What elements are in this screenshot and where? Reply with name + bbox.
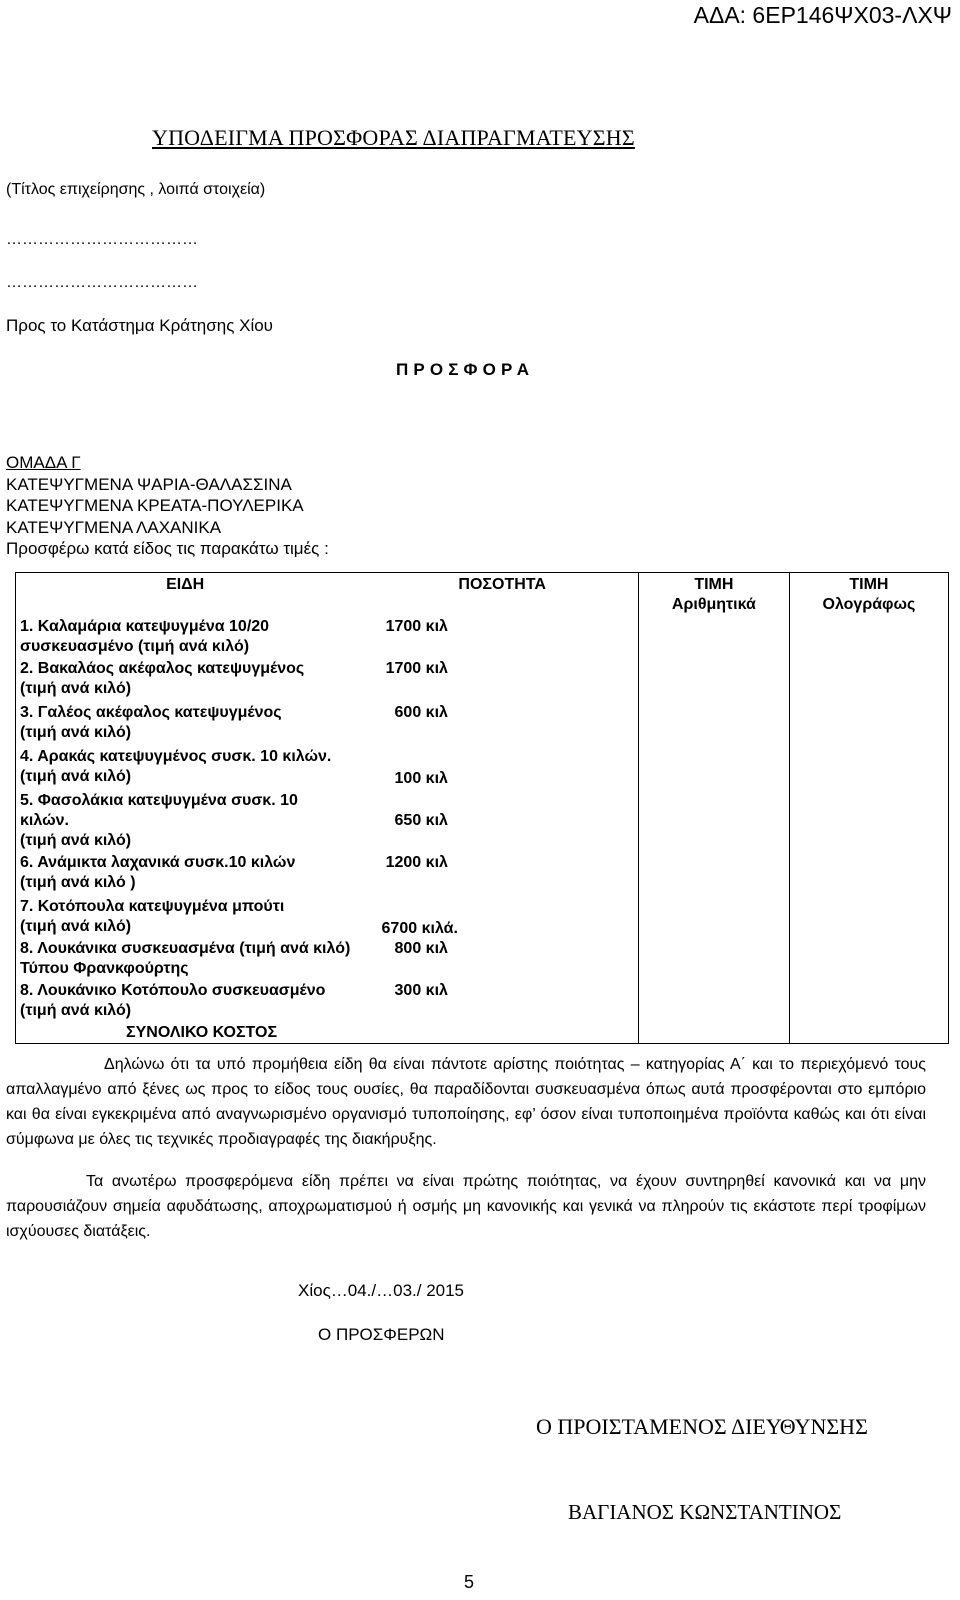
header-item: ΕΙΔΗ bbox=[16, 573, 355, 618]
offerer-label: Ο ΠΡΟΣΦΕΡΩΝ bbox=[318, 1325, 445, 1344]
dotted-line-2: ……………………………… bbox=[6, 274, 198, 291]
header-quantity: ΠΟΣΟΤΗΤΑ bbox=[354, 573, 638, 618]
item-cell: 8. Λουκάνικα συσκευασμένα (τιμή ανά κιλό) Τύπου Φρανκφούρτης bbox=[16, 939, 355, 981]
quantity-cell: 300 κιλ bbox=[394, 982, 448, 999]
group-line: ΚΑΤΕΨΥΓΜΕΝΑ ΨΑΡΙΑ-ΘΑΛΑΣΣΙΝΑ bbox=[6, 474, 292, 494]
header-price-numeric: ΤΙΜΗ Αριθμητικά bbox=[638, 573, 789, 618]
total-numeric-cell bbox=[638, 1023, 789, 1044]
price-words-cell bbox=[789, 791, 948, 853]
quantity-cell: 1700 κιλ bbox=[385, 618, 448, 635]
price-numeric-cell bbox=[638, 747, 789, 791]
price-numeric-cell bbox=[638, 703, 789, 747]
price-numeric-cell bbox=[638, 897, 789, 939]
table-row bbox=[16, 981, 949, 1023]
offer-heading: Π Ρ Ο Σ Φ Ο Ρ Α bbox=[396, 360, 530, 379]
director-name: ΒΑΓΙΑΝΟΣ ΚΩΝΣΤΑΝΤΙΝΟΣ bbox=[568, 1500, 842, 1524]
item-cell: 3. Γαλέος ακέφαλος κατεψυγμένος (τιμή ανά κιλό) bbox=[16, 703, 355, 747]
ada-code: ΑΔΑ: 6ΕΡ146ΨΧ03-ΛΧΨ bbox=[693, 2, 952, 28]
item-cell: 1. Καλαμάρια κατεψυγμένα 10/20 συσκευασμένο (τιμή ανά κιλό) bbox=[16, 617, 355, 659]
price-words-cell bbox=[789, 617, 948, 659]
table-row bbox=[16, 617, 949, 659]
total-label: ΣΥΝΟΛΙΚΟ ΚΟΣΤΟΣ bbox=[16, 1023, 639, 1044]
quantity-cell: 1700 κιλ bbox=[385, 660, 448, 677]
page-number: 5 bbox=[464, 1572, 475, 1592]
price-words-cell bbox=[789, 939, 948, 981]
group-line: ΚΑΤΕΨΥΓΜΕΝΑ ΛΑΧΑΝΙΚΑ bbox=[6, 517, 222, 537]
quantity-cell: 1200 κιλ bbox=[385, 854, 448, 871]
director-title: Ο ΠΡΟΙΣΤΑΜΕΝΟΣ ΔΙΕΥΘΥΝΣΗΣ bbox=[536, 1414, 868, 1439]
group-line: ΚΑΤΕΨΥΓΜΕΝΑ ΚΡΕΑΤΑ-ΠΟΥΛΕΡΙΚΑ bbox=[6, 496, 304, 515]
price-words-cell bbox=[789, 703, 948, 747]
table-header-row bbox=[16, 573, 949, 618]
offer-table bbox=[15, 572, 949, 1044]
price-numeric-cell bbox=[638, 939, 789, 981]
price-numeric-cell bbox=[638, 791, 789, 853]
table-row bbox=[16, 897, 949, 939]
price-words-cell bbox=[789, 981, 948, 1023]
declaration-paragraph-1: Δηλώνω ότι τα υπό προμήθεια είδη θα είναι πάντοτε αρίστης ποιότητας – κατηγορίας Α΄ και το περιεχόμενό τους απαλλαγμένο από ξένες ως προς το είδος τους ουσίες, θα παραδίδονται συσκευασμένα όπως αυτά προσφέρονται στο εμπόριο και θα είναι εγκεκριμένα από αναγνωρισμένο οργανισμό τυποποίησης, εφ’ όσον είναι τυποποιημένα προϊόντα καθώς και ότι είναι σύμφωνα με όλες τις τεχνικές προδιαγραφές της διακήρυξης. bbox=[6, 1056, 926, 1148]
group-block bbox=[6, 452, 329, 560]
quantity-cell: 800 κιλ bbox=[394, 940, 448, 957]
quantity-cell: 100 κιλ bbox=[394, 770, 448, 787]
document-title: ΥΠΟΔΕΙΓΜΑ ΠΡΟΣΦΟΡΑΣ ΔΙΑΠΡΑΓΜΑΤΕΥΣΗΣ bbox=[152, 125, 635, 150]
table-row bbox=[16, 939, 949, 981]
declaration-paragraph-2: Τα ανωτέρω προσφερόμενα είδη πρέπει να είναι πρώτης ποιότητας, να έχουν συντηρηθεί κανονικά και να μην παρουσιάζουν σημεία αφυδάτωσης, αποχρωματισμού ή οσμής μη κανονικής και γενικά να πληρούν τις εκάστοτε περί τροφίμων ισχύουσες διατάξεις. bbox=[6, 1173, 926, 1240]
price-numeric-cell bbox=[638, 659, 789, 703]
group-name: ΟΜΑΔΑ Γ bbox=[6, 453, 81, 472]
dotted-line-1: ……………………………… bbox=[6, 231, 198, 248]
total-row bbox=[16, 1023, 949, 1044]
price-words-cell bbox=[789, 897, 948, 939]
total-words-cell bbox=[789, 1023, 948, 1044]
table-row bbox=[16, 747, 949, 791]
quantity-cell: 650 κιλ bbox=[394, 812, 448, 829]
group-intro: Προσφέρω κατά είδος τις παρακάτω τιμές : bbox=[6, 539, 329, 558]
item-cell: 7. Κοτόπουλα κατεψυγμένα μπούτι (τιμή ανά κιλό) bbox=[16, 897, 355, 939]
item-cell: 4. Αρακάς κατεψυγμένος συσκ. 10 κιλών. (τιμή ανά κιλό) bbox=[16, 747, 355, 791]
table-row bbox=[16, 659, 949, 703]
price-words-cell bbox=[789, 853, 948, 897]
item-cell: 8. Λουκάνικο Κοτόπουλο συσκευασμένο (τιμή ανά κιλό) bbox=[16, 981, 355, 1023]
item-cell: 6. Ανάμικτα λαχανικά συσκ.10 κιλών (τιμή ανά κιλό ) bbox=[16, 853, 355, 897]
quantity-cell: 6700 κιλά. bbox=[381, 920, 458, 937]
table-row bbox=[16, 853, 949, 897]
table-row bbox=[16, 703, 949, 747]
quantity-cell: 600 κιλ bbox=[394, 704, 448, 721]
table-row bbox=[16, 791, 949, 853]
price-numeric-cell bbox=[638, 981, 789, 1023]
price-numeric-cell bbox=[638, 617, 789, 659]
recipient: Προς το Κατάστημα Κράτησης Χίου bbox=[6, 316, 273, 335]
place-date: Χίος…04./…03./ 2015 bbox=[298, 1281, 465, 1300]
item-cell: 2. Βακαλάος ακέφαλος κατεψυγμένος (τιμή ανά κιλό) bbox=[16, 659, 355, 703]
business-hint: (Τίτλος επιχείρησης , λοιπά στοιχεία) bbox=[6, 181, 266, 198]
price-words-cell bbox=[789, 747, 948, 791]
price-numeric-cell bbox=[638, 853, 789, 897]
price-words-cell bbox=[789, 659, 948, 703]
item-cell: 5. Φασολάκια κατεψυγμένα συσκ. 10 κιλών. (τιμή ανά κιλό) bbox=[16, 791, 355, 853]
header-price-words: ΤΙΜΗ Ολογράφως bbox=[789, 573, 948, 618]
